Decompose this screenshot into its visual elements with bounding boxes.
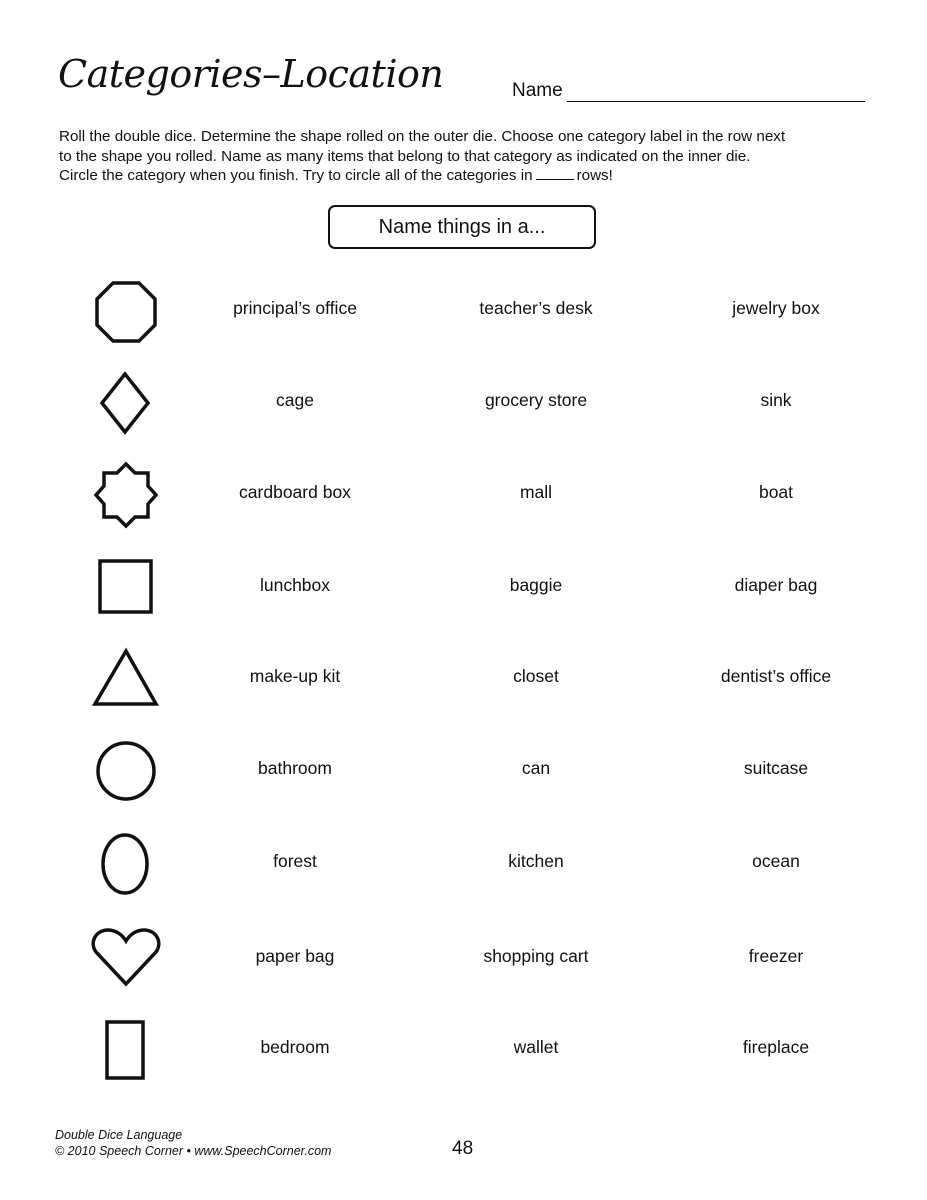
- category-item[interactable]: mall: [519, 482, 553, 502]
- category-item[interactable]: freezer: [748, 946, 804, 966]
- category-item[interactable]: kitchen: [508, 851, 564, 871]
- category-item[interactable]: lunchbox: [259, 575, 331, 595]
- name-field[interactable]: [512, 80, 865, 102]
- rectangle-icon: [90, 1019, 162, 1083]
- category-item[interactable]: baggie: [509, 575, 563, 595]
- diamond-icon: [90, 372, 162, 436]
- instructions-line-3-end: rows!: [576, 167, 613, 184]
- category-item[interactable]: forest: [273, 851, 317, 871]
- name-label: Name: [512, 80, 563, 101]
- category-header-box: [328, 205, 596, 249]
- category-item[interactable]: boat: [758, 482, 794, 502]
- category-row: [0, 928, 927, 988]
- category-item[interactable]: shopping cart: [483, 946, 589, 966]
- category-item[interactable]: bedroom: [260, 1037, 330, 1057]
- category-item[interactable]: paper bag: [255, 946, 335, 966]
- category-item[interactable]: can: [521, 758, 551, 778]
- category-item[interactable]: cardboard box: [239, 482, 351, 502]
- category-header-label: Name things in a...: [378, 215, 546, 238]
- category-row: [0, 648, 927, 708]
- category-row: [0, 372, 927, 432]
- octagon-icon: [90, 280, 162, 344]
- category-item[interactable]: dentist’s office: [720, 666, 832, 686]
- category-item[interactable]: grocery store: [484, 390, 588, 410]
- category-item[interactable]: ocean: [752, 851, 800, 871]
- instructions-line-2: to the shape you rolled. Name as many items that belong to that category as indicated on the inner die.: [59, 147, 751, 165]
- instructions-line-3: [59, 166, 879, 186]
- eight-point-star-icon: [90, 464, 162, 528]
- instructions: [59, 127, 879, 186]
- category-row: [0, 740, 927, 800]
- name-blank-line[interactable]: [567, 83, 865, 102]
- category-item[interactable]: jewelry box: [732, 298, 820, 318]
- instructions-line-3-start: Circle the category when you finish. Try to circle all of the categories in: [59, 167, 533, 184]
- circle-icon: [90, 740, 162, 804]
- category-row: [0, 557, 927, 617]
- page-title: Categories–Location: [58, 52, 444, 96]
- category-item[interactable]: closet: [513, 666, 559, 686]
- category-item[interactable]: cage: [276, 390, 314, 410]
- oval-icon: [90, 833, 162, 897]
- category-item[interactable]: fireplace: [742, 1037, 810, 1057]
- category-item[interactable]: sink: [760, 390, 792, 410]
- category-row: [0, 1019, 927, 1079]
- footer-credits: [55, 1128, 331, 1159]
- instructions-line-1: Roll the double dice. Determine the shape rolled on the outer die. Choose one category label in the row next: [59, 128, 786, 145]
- footer-copyright: © 2010 Speech Corner • www.SpeechCorner.com: [55, 1143, 332, 1158]
- square-icon: [90, 557, 162, 621]
- triangle-icon: [90, 648, 162, 712]
- category-item[interactable]: bathroom: [258, 758, 332, 778]
- footer-book-title: Double Dice Language: [55, 1128, 183, 1142]
- category-item[interactable]: suitcase: [743, 758, 809, 778]
- category-item[interactable]: make-up kit: [249, 666, 341, 686]
- page-number: 48: [452, 1138, 474, 1159]
- heart-icon: [90, 928, 162, 992]
- rows-blank-line[interactable]: [536, 167, 574, 180]
- category-item[interactable]: teacher’s desk: [479, 298, 593, 318]
- category-item[interactable]: wallet: [513, 1037, 559, 1057]
- category-row: [0, 464, 927, 524]
- category-row: [0, 280, 927, 340]
- category-item[interactable]: diaper bag: [734, 575, 818, 595]
- category-row: [0, 833, 927, 893]
- category-item[interactable]: principal’s office: [233, 298, 357, 318]
